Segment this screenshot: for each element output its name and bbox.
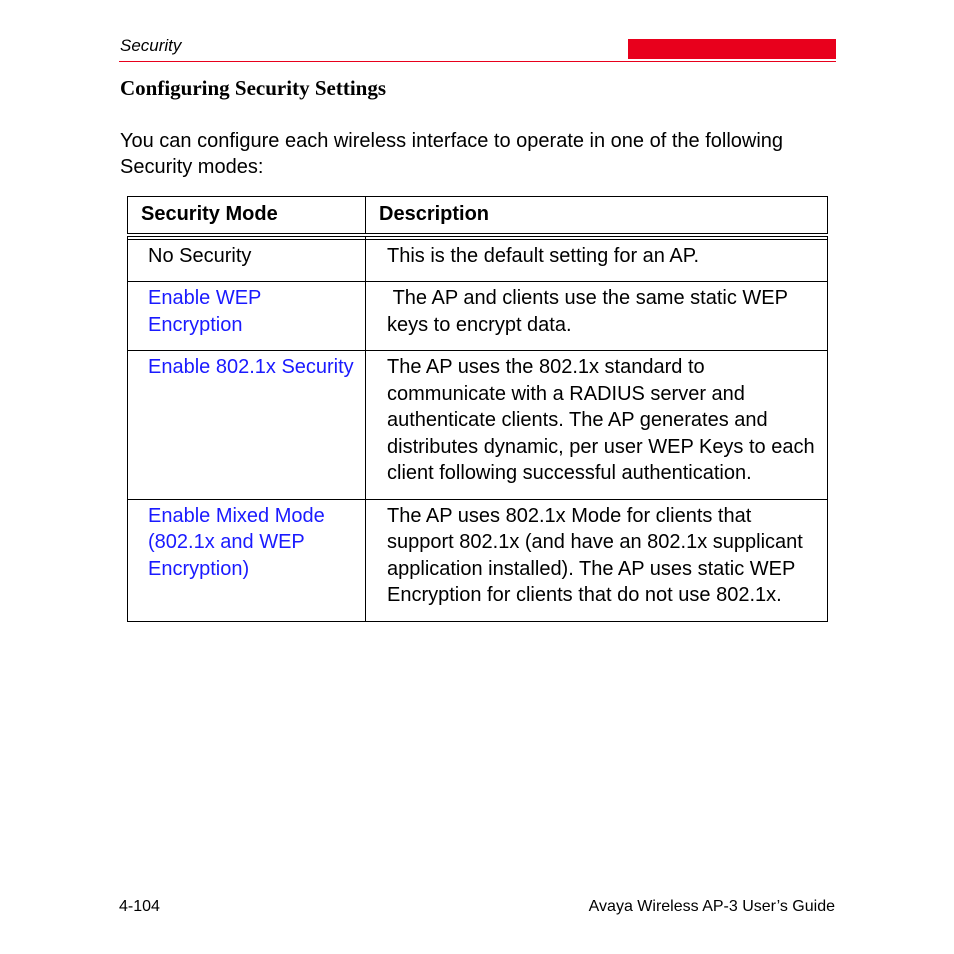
column-header-description: Description — [366, 197, 828, 235]
table-row — [128, 239, 828, 282]
table-row — [128, 499, 828, 621]
header-divider — [119, 61, 836, 62]
guide-title: Avaya Wireless AP-3 User’s Guide — [588, 898, 835, 915]
description-cell: The AP uses 802.1x Mode for clients that support 802.1x (and have an 802.1x supplicant application installed). The AP uses static WEP Encryption for clients that do not use 802.1x. — [366, 499, 828, 621]
security-mode-cell — [128, 239, 366, 282]
page-number: 4-104 — [119, 898, 160, 915]
intro-paragraph: You can configure each wireless interface to operate in one of the following Security modes: — [120, 130, 784, 178]
description-text: The AP and clients use the same static WEP keys to encrypt data. — [387, 287, 788, 336]
description-cell: The AP uses the 802.1x standard to communicate with a RADIUS server and authenticate clients. The AP generates and distributes dynamic, per user WEP Keys to each client following successful authentication. — [366, 351, 828, 500]
table-header-row — [128, 197, 828, 235]
security-mode-cell — [128, 499, 366, 621]
mode-link-enable-8021x[interactable]: Enable 802.1x Security — [148, 356, 354, 378]
mode-no-security: No Security — [148, 244, 252, 267]
mode-link-enable-mixed-mode[interactable]: Enable Mixed Mode (802.1x and WEP Encryption) — [148, 504, 325, 580]
column-header-security-mode: Security Mode — [128, 197, 366, 235]
security-mode-cell — [128, 351, 366, 500]
table-row — [128, 282, 828, 351]
header-accent-bar — [628, 39, 836, 59]
section-heading: Configuring Security Settings — [120, 76, 387, 100]
security-mode-cell — [128, 282, 366, 351]
running-header-section: Security — [120, 36, 182, 55]
security-modes-table — [127, 196, 828, 622]
mode-link-enable-wep[interactable]: Enable WEP Encryption — [148, 287, 262, 336]
description-cell: This is the default setting for an AP. — [366, 239, 828, 282]
table-row — [128, 351, 828, 500]
description-cell — [366, 282, 828, 351]
